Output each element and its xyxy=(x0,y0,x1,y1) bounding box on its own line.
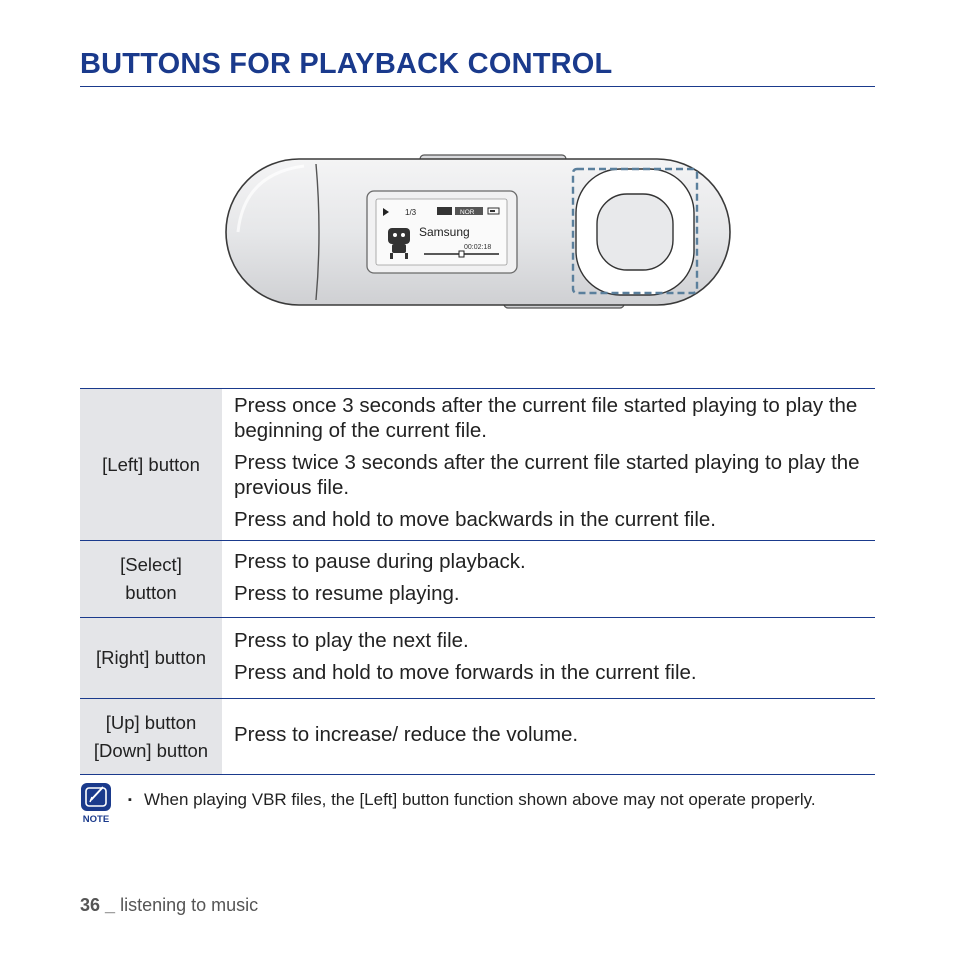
button-name-cell xyxy=(80,541,222,618)
button-description: Press and hold to move backwards in the current file. xyxy=(234,508,716,531)
note-icon xyxy=(79,782,113,824)
page-footer xyxy=(80,895,258,916)
page-title: BUTTONS FOR PLAYBACK CONTROL xyxy=(80,48,613,80)
note-icon-label: NOTE xyxy=(82,814,110,824)
table-row xyxy=(80,618,875,699)
eq-label: NOR xyxy=(460,209,475,216)
button-description-cell xyxy=(222,389,875,541)
button-name: [Down] button xyxy=(93,739,209,761)
button-name: [Left] button xyxy=(102,453,200,475)
button-description: Press to pause during playback. xyxy=(234,549,526,573)
title-divider xyxy=(80,86,875,87)
note-text: When playing VBR files, the [Left] button function shown above may not operate properly. xyxy=(144,790,816,809)
button-name: [Right] button xyxy=(95,647,207,668)
button-name: button xyxy=(125,582,177,603)
button-name-cell xyxy=(80,389,222,541)
footer-section: listening to music xyxy=(120,895,259,915)
table-row xyxy=(80,541,875,618)
button-description-cell xyxy=(222,699,875,775)
button-description: Press twice 3 seconds after the current file started playing to play the previous file. xyxy=(234,451,860,499)
button-name-cell xyxy=(80,618,222,699)
button-name: [Select] xyxy=(120,554,182,575)
button-description: Press once 3 seconds after the current file started playing to play the beginning of the current file. xyxy=(234,394,858,442)
mp3-player-illustration xyxy=(224,154,734,310)
repeat-icon xyxy=(437,207,452,215)
button-description: Press to play the next file. xyxy=(234,628,469,652)
button-name-cell xyxy=(80,699,222,775)
page-number: 36 xyxy=(80,895,101,915)
table-row xyxy=(80,389,875,541)
button-description: Press to resume playing. xyxy=(234,581,460,605)
footer-separator: _ xyxy=(105,895,116,915)
bullet-icon: ▪ xyxy=(128,794,132,806)
progress-knob xyxy=(459,251,464,257)
button-description-cell xyxy=(222,541,875,618)
button-name: [Up] button xyxy=(105,711,197,733)
button-description-cell xyxy=(222,618,875,699)
elapsed-time: 00:02:18 xyxy=(464,244,492,251)
track-counter: 1/3 xyxy=(405,208,417,217)
note-text-block xyxy=(128,789,848,811)
track-name: Samsung xyxy=(419,225,470,239)
table-row xyxy=(80,699,875,775)
button-function-table xyxy=(80,388,875,775)
button-description: Press and hold to move forwards in the current file. xyxy=(234,660,697,684)
button-description: Press to increase/ reduce the volume. xyxy=(234,723,579,746)
